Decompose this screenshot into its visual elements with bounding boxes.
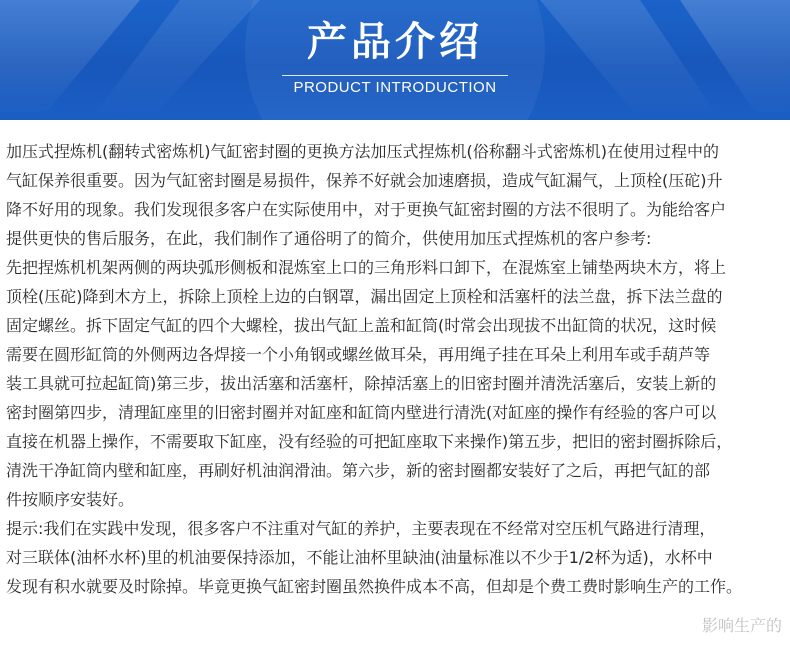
paragraph-line: 清洗干净缸筒内壁和缸座，再刷好机油润滑油。第六步，新的密封圈都安装好了之后，再把气缸的部	[6, 461, 711, 480]
paragraph-line: 降不好用的现象。我们发现很多客户在实际使用中，对于更换气缸密封圈的方法不很明了。为能给客户	[6, 200, 727, 219]
article-body	[6, 137, 788, 601]
paragraph-line: 固定螺丝。拆下固定气缸的四个大螺栓，拔出气缸上盖和缸筒(时常会出现拔不出缸筒的状况，这时候	[6, 316, 717, 335]
paragraph-line: 需要在圆形缸筒的外侧两边各焊接一个小角钢或螺丝做耳朵，再用绳子挂在耳朵上利用车或手葫芦等	[6, 345, 711, 364]
paragraph-line: 提供更快的售后服务，在此，我们制作了通俗明了的简介，供使用加压式捏炼机的客户参考:	[6, 229, 652, 248]
page-title: 产品介绍	[307, 19, 483, 65]
paragraph-line: 提示:我们在实践中发现，很多客户不注重对气缸的养护，主要表现在不经常对空压机气路进行清理，	[6, 519, 716, 538]
paragraph-line: 发现有积水就要及时除掉。毕竟更换气缸密封圈虽然换件成本不高，但却是个费工费时影响生产的工作。	[6, 577, 743, 596]
page-subtitle: PRODUCT INTRODUCTION	[293, 79, 497, 96]
header-banner	[0, 0, 790, 120]
paragraph-line: 加压式捏炼机(翻转式密炼机)气缸密封圈的更换方法加压式捏炼机(俗称翻斗式密炼机)在使用过程中的	[6, 142, 719, 161]
paragraph-line: 对三联体(油杯水杯)里的机油要保持添加，不能让油杯里缺油(油量标准以不少于1/2杯为适)，水杯中	[6, 548, 713, 567]
paragraph-line: 件按顺序安装好。	[6, 490, 135, 509]
watermark-text: 影响生产的	[701, 616, 782, 635]
title-divider	[282, 75, 508, 76]
paragraph-line: 直接在机器上操作，不需要取下缸座，没有经验的可把缸座取下来操作)第五步，把旧的密封圈拆除后，	[6, 432, 733, 451]
paragraph-line: 气缸保养很重要。因为气缸密封圈是易损件，保养不好就会加速磨损，造成气缸漏气，上顶栓(压砣)升	[6, 171, 723, 190]
paragraph-line: 先把捏炼机机架两侧的两块弧形侧板和混炼室上口的三角形料口卸下，在混炼室上铺垫两块木方，将上	[6, 258, 727, 277]
paragraph-line: 密封圈第四步，清理缸座里的旧密封圈并对缸座和缸筒内壁进行清洗(对缸座的操作有经验的客户可以	[6, 403, 717, 422]
paragraph-line: 顶栓(压砣)降到木方上，拆除上顶栓上边的白钢罩，漏出固定上顶栓和活塞杆的法兰盘，拆下法兰盘的	[6, 287, 723, 306]
paragraph-line: 装工具就可拉起缸筒)第三步，拔出活塞和活塞杆，除掉活塞上的旧密封圈并清洗活塞后，安装上新的	[6, 374, 717, 393]
